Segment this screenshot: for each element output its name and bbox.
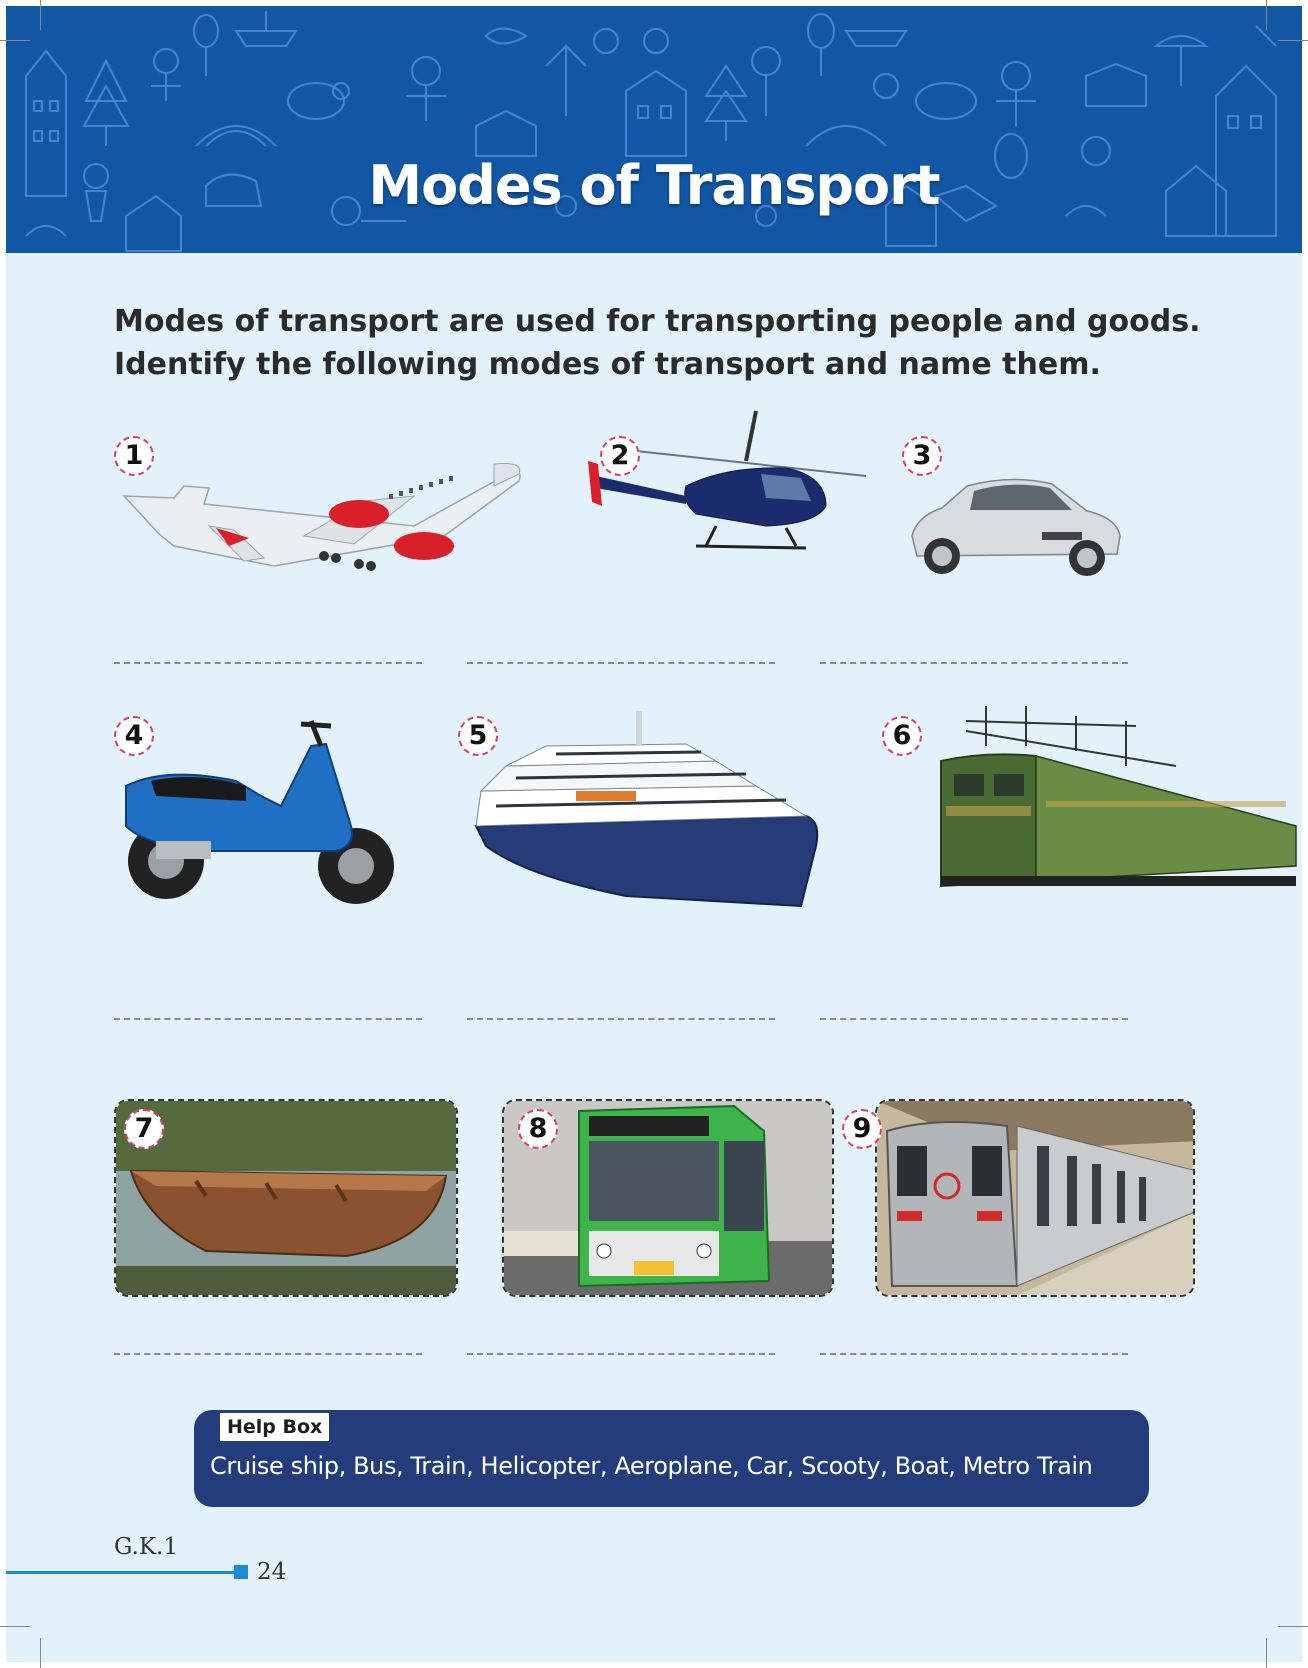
crop-mark xyxy=(1266,0,1267,30)
boat-picture xyxy=(116,1101,458,1297)
instructions-line-1: Modes of transport are used for transporting people and goods. xyxy=(114,304,1201,339)
train-picture xyxy=(876,706,1302,906)
metro-train-picture xyxy=(877,1101,1195,1297)
crop-mark xyxy=(1278,1626,1308,1627)
help-box-label: Help Box xyxy=(220,1413,329,1441)
answer-line-6[interactable] xyxy=(820,1018,1128,1020)
crop-mark xyxy=(1266,1638,1267,1668)
page-number: 24 xyxy=(257,1559,287,1585)
answer-line-1[interactable] xyxy=(114,662,422,664)
helicopter-picture xyxy=(586,406,876,586)
item-number-badge: 5 xyxy=(458,716,498,756)
crop-mark xyxy=(0,1626,30,1627)
instructions-line-2: Identify the following modes of transport and name them. xyxy=(114,347,1101,382)
item-6 xyxy=(876,706,1302,906)
item-number-badge: 6 xyxy=(882,716,922,756)
help-box xyxy=(194,1410,1149,1507)
crop-mark xyxy=(40,0,41,30)
item-number-badge: 7 xyxy=(124,1109,164,1149)
boat-photo xyxy=(114,1099,458,1297)
answer-line-5[interactable] xyxy=(467,1018,775,1020)
item-5 xyxy=(466,696,826,911)
answer-line-9[interactable] xyxy=(820,1353,1128,1355)
answer-line-2[interactable] xyxy=(467,662,775,664)
item-4 xyxy=(106,706,406,911)
item-1 xyxy=(114,426,534,586)
worksheet-page xyxy=(6,6,1302,1662)
answer-line-4[interactable] xyxy=(114,1018,422,1020)
answer-line-7[interactable] xyxy=(114,1353,422,1355)
crop-mark xyxy=(0,40,30,41)
footer-rule xyxy=(6,1571,234,1574)
item-3 xyxy=(902,436,1127,586)
aeroplane-picture xyxy=(114,426,534,586)
header-banner xyxy=(6,6,1302,253)
cruise-ship-picture xyxy=(466,696,826,911)
answer-line-3[interactable] xyxy=(820,662,1128,664)
item-number-badge: 9 xyxy=(842,1109,882,1149)
metro-train-photo xyxy=(875,1099,1195,1297)
help-box-words: Cruise ship, Bus, Train, Helicopter, Aeroplane, Car, Scooty, Boat, Metro Train xyxy=(210,1452,1093,1480)
instructions xyxy=(114,300,1214,386)
item-number-badge: 1 xyxy=(114,436,154,476)
crop-mark xyxy=(1278,40,1308,41)
item-2 xyxy=(586,406,876,586)
footer-square-icon xyxy=(234,1565,248,1579)
item-number-badge: 2 xyxy=(600,436,640,476)
item-number-badge: 8 xyxy=(518,1109,558,1149)
page-title: Modes of Transport xyxy=(368,154,940,217)
crop-mark xyxy=(40,1638,41,1668)
item-number-badge: 3 xyxy=(902,436,942,476)
subject-label: G.K.1 xyxy=(114,1534,178,1560)
answer-line-8[interactable] xyxy=(467,1353,775,1355)
item-number-badge: 4 xyxy=(114,716,154,756)
